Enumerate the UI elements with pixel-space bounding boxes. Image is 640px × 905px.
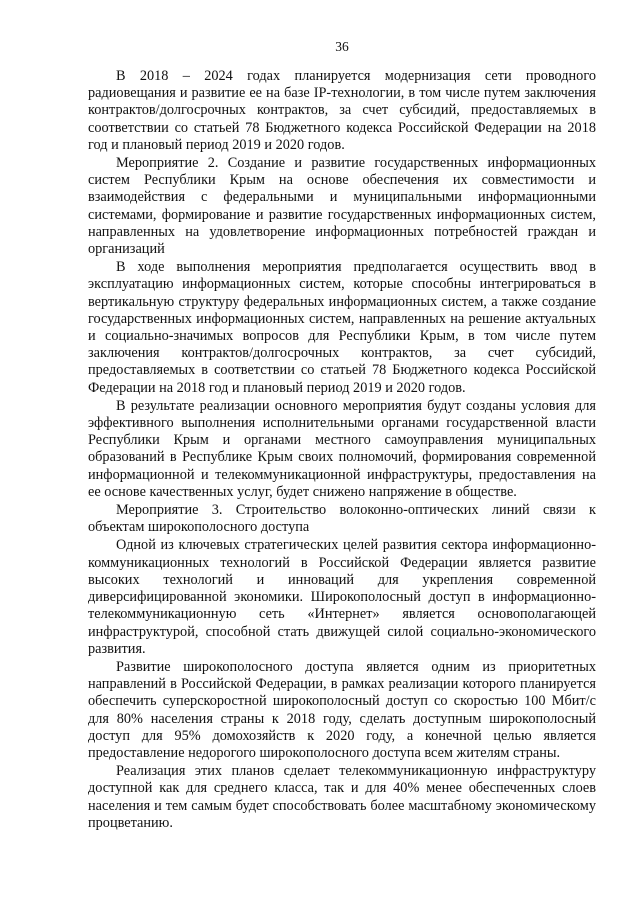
paragraph-measure-2-heading: Мероприятие 2. Создание и развитие государственных информационных систем Республики Крым на основе обеспечения их совместимости и взаимодействия с федеральными и муниципальными информационными системами, формирование и развитие государственных информационных систем, направленных на удовлетворение информационных потребностей граждан и организаций [88, 155, 596, 258]
paragraph-ict-goals: Одной из ключевых стратегических целей развития сектора информационно-коммуникационных технологий в Российской Федерации является развитие высоких технологий и инноваций для укрепления современной диверсифицированной экономики. Широкополосный доступ в информационно-телекоммуникационную сеть «Интернет» является основополагающей инфраструктурой, способной стать движущей силой социально-экономического развития. [88, 537, 596, 657]
paragraph-plans-realization: Реализация этих планов сделает телекоммуникационную инфраструктуру доступной как для среднего класса, так и для 40% менее обеспеченных слоев населения и тем самым будет способствовать более масштабному экономическому процветанию. [88, 763, 596, 831]
paragraph-results: В результате реализации основного мероприятия будут созданы условия для эффективного выполнения исполнительными органами государственной власти Республики Крым и органами местного самоуправления муниципальных образований в Республике Крым своих полномочий, формирования современной информационной и телекоммуникационной инфраструктуры, предоставления на ее основе качественных услуг, будет снижено напряжение в обществе. [88, 397, 596, 500]
document-body [88, 68, 596, 832]
paragraph-radio-modernization: В 2018 – 2024 годах планируется модернизация сети проводного радиовещания и развитие ее на базе IP-технологии, в том числе путем заключения контрактов/долгосрочных контрактов, за счет субсидий, предоставляемых в соответствии со статьей 78 Бюджетного кодекса Российской Федерации на 2018 год и плановый период 2019 и 2020 годов. [88, 68, 596, 153]
paragraph-broadband-development: Развитие широкополосного доступа является одним из приоритетных направлений в Российской Федерации, в рамках реализации которого планируется обеспечить суперскоростной широкополосный доступ со скоростью 100 Мбит/с для 80% населения страны к 2018 году, сделать доступным широкополосный доступ для 95% домохозяйств к 2020 году, а конечной целью является предоставление недорогого широкополосного доступа всем жителям страны. [88, 658, 596, 761]
paragraph-info-systems: В ходе выполнения мероприятия предполагается осуществить ввод в эксплуатацию информационных систем, которые способны интегрироваться в вертикальную структуру федеральных информационных систем, а также создание государственных информационных систем, направленных на решение актуальных и социально-значимых вопросов для Республики Крым, в том числе путем заключения контрактов/долгосрочных контрактов, за счет субсидий, предоставляемых в соответствии со статьей 78 Бюджетного кодекса Российской Федерации на 2018 год и плановый период 2019 и 2020 годов. [88, 259, 596, 396]
document-page [88, 0, 596, 905]
page-number: 36 [335, 39, 349, 54]
paragraph-measure-3-heading: Мероприятие 3. Строительство волоконно-оптических линий связи к объектам широкополосного доступа [88, 502, 596, 536]
